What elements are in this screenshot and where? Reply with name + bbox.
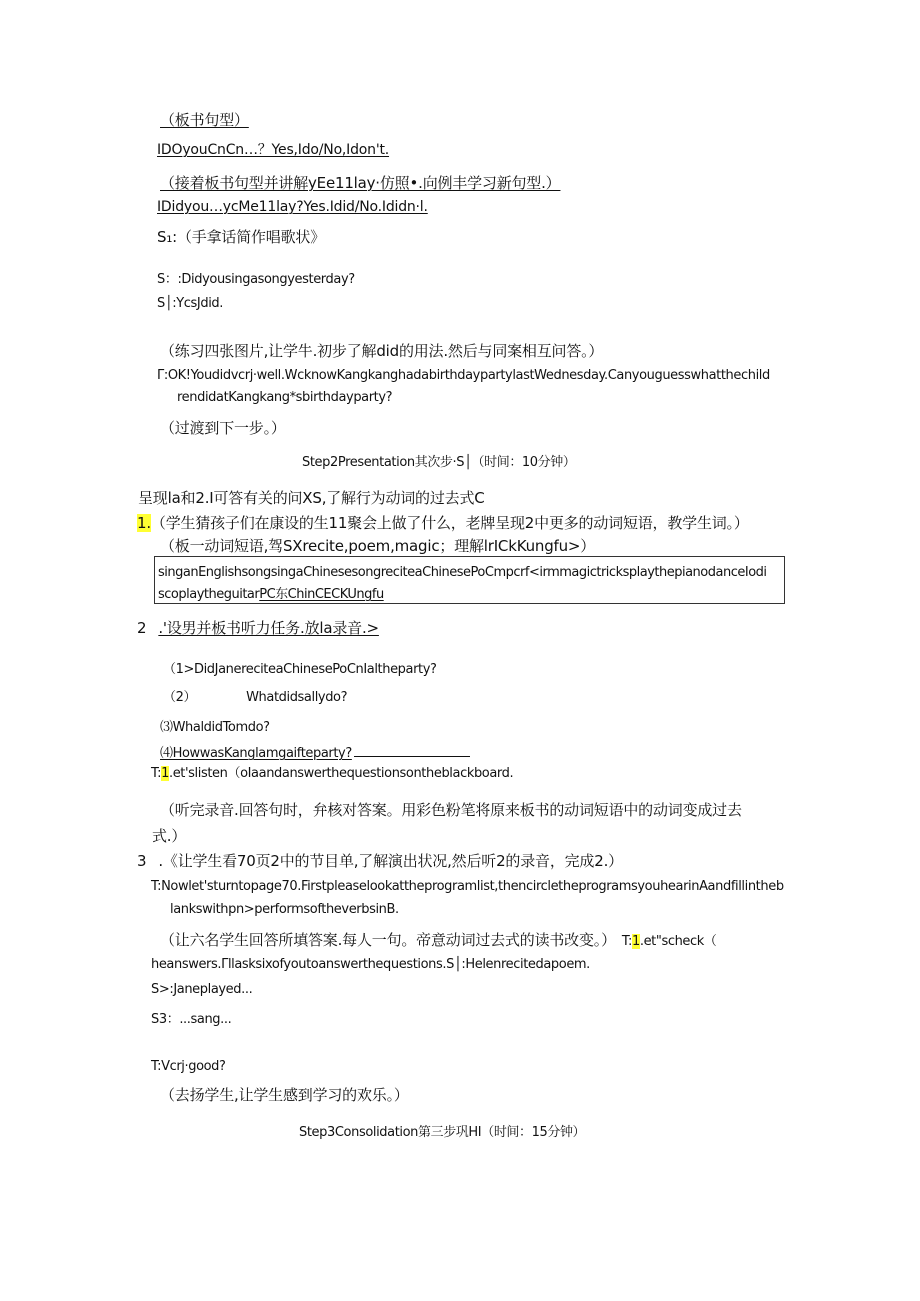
numbered-item-3: [137, 852, 623, 870]
highlighted-char: 1: [631, 934, 640, 949]
question-line: [163, 689, 347, 707]
speaker: T:: [151, 766, 162, 781]
item-text: .《让学生看70页2中的节目单,了解演出状况,然后听2的录音，完成2.）: [158, 852, 623, 870]
step-intro: 呈现la和2.I可答有关的问XS,了解行为动词的过去式C: [138, 489, 485, 507]
verb-phrase-line: [158, 586, 384, 604]
board-phrases-note: （板一动词短语,驾SXrecite,poem,magic；理解lrICkKungfu>）: [160, 537, 596, 555]
answer-blank: [354, 744, 470, 757]
teacher-line: [151, 765, 513, 783]
praise-note: （去扬学生,让学生感到学习的欢乐。）: [160, 1086, 409, 1104]
verb-phrase-text: scoplaytheguitar: [158, 587, 260, 602]
item-text: （学生猜孩子们在康设的生11聚会上做了什么，老牌呈现2中更多的动词短语，教学生词。）: [150, 514, 749, 532]
section-heading-step2: Step2Presentation其次步·S│（时间：10分钟）: [302, 455, 576, 470]
teacher-line: T:Nowlet'sturntopage70.Firstpleaselookattheprogramlist,thencircletheprogramsyouhearinAandfillintheb: [151, 879, 784, 894]
pattern-line-present: IDOyouCnCn…？Yes,Ido/No,Idon't.: [157, 142, 390, 158]
instruction-line-cont: 式.）: [152, 827, 187, 845]
instruction-line: （听完录音.回答句时，弁核对答案。用彩色粉笔将原来板书的动词短语中的动词变成过去: [160, 801, 742, 819]
teacher-line: T:Vcrj·good?: [151, 1059, 226, 1074]
item-text: .'设男并板书听力任务.放la录音.>: [158, 619, 379, 637]
instruction-line: （接着板书句型并讲解yEe11lay·仿照•.向例丰学习新句型.）: [160, 174, 561, 192]
numbered-item-1: [137, 514, 749, 532]
question-text: ⑷HowwasKanglamgaifteparty?: [160, 746, 352, 761]
section-heading-step3: Step3Consolidation第三步巩HI（时间：15分钟）: [299, 1125, 586, 1140]
question-line: ⑶WhaldidTomdo?: [160, 720, 270, 735]
instruction-text: （让六名学生回答所填答案.每人一句。帝意动词过去式的读书改变。）: [160, 931, 616, 949]
item-number: 2: [137, 619, 147, 637]
teacher-line-cont: rendidatKangkang*sbirthdayparty?: [177, 390, 393, 405]
board-pattern-heading: （板书句型）: [160, 111, 249, 129]
question-line: （1>DidJanereciteaChinesePoCnIaltheparty?: [163, 662, 437, 677]
student-answer: S3：...sang...: [151, 1012, 232, 1027]
question-text: Whatdidsallydo?: [246, 690, 348, 705]
item-number: 1.: [137, 514, 151, 532]
dialogue-line: S│:YcsJdid.: [157, 296, 224, 311]
instruction-line: [160, 931, 716, 951]
teacher-text: .et"scheck（: [639, 934, 717, 949]
practice-instruction: （练习四张图片,让学牛.初步了解did的用法.然后与同案相互问答。）: [160, 342, 604, 360]
transition-note: （过渡到下一步。）: [160, 419, 286, 437]
student-answer: S>:Janeplayed...: [151, 982, 253, 997]
pattern-line-past: IDidyou…ycMe11lay?Yes.Idid/No.Ididn·l.: [157, 199, 428, 215]
verb-phrase-text: PC东ChinCECKUngfu: [259, 587, 384, 602]
numbered-item-2: [137, 619, 379, 637]
teacher-line-cont: lankswithpn>performsoftheverbsinB.: [170, 902, 399, 917]
teacher-line-cont: heanswers.Γllasksixofyoutoanswerthequestions.S│:Helenrecitedapoem.: [151, 957, 590, 972]
student-action-line: S₁:（手拿话简作唱歌状》: [157, 228, 325, 246]
verb-phrase-box: [154, 556, 785, 604]
verb-phrase-line: singanEnglishsongsingaChinesesongreciteaChinesePoCmpcrf<irmmagictricksplaythepianodanceIodi: [158, 565, 767, 580]
question-number: （2）: [163, 690, 197, 705]
dialogue-line: S：:Didyousingasongyesterday?: [157, 272, 355, 287]
highlighted-char: 1: [161, 766, 169, 781]
item-number: 3: [137, 852, 147, 870]
teacher-line: Γ:OK!Youdidvcrj·well.WcknowKangkanghadabirthdaypartylastWednesday.Canyouguesswhatthechild: [157, 368, 770, 383]
speaker: T:: [621, 934, 632, 949]
teacher-text: .et'slisten（oIaandanswerthequestionsontheblackboard.: [168, 766, 514, 781]
question-line: [160, 744, 470, 763]
